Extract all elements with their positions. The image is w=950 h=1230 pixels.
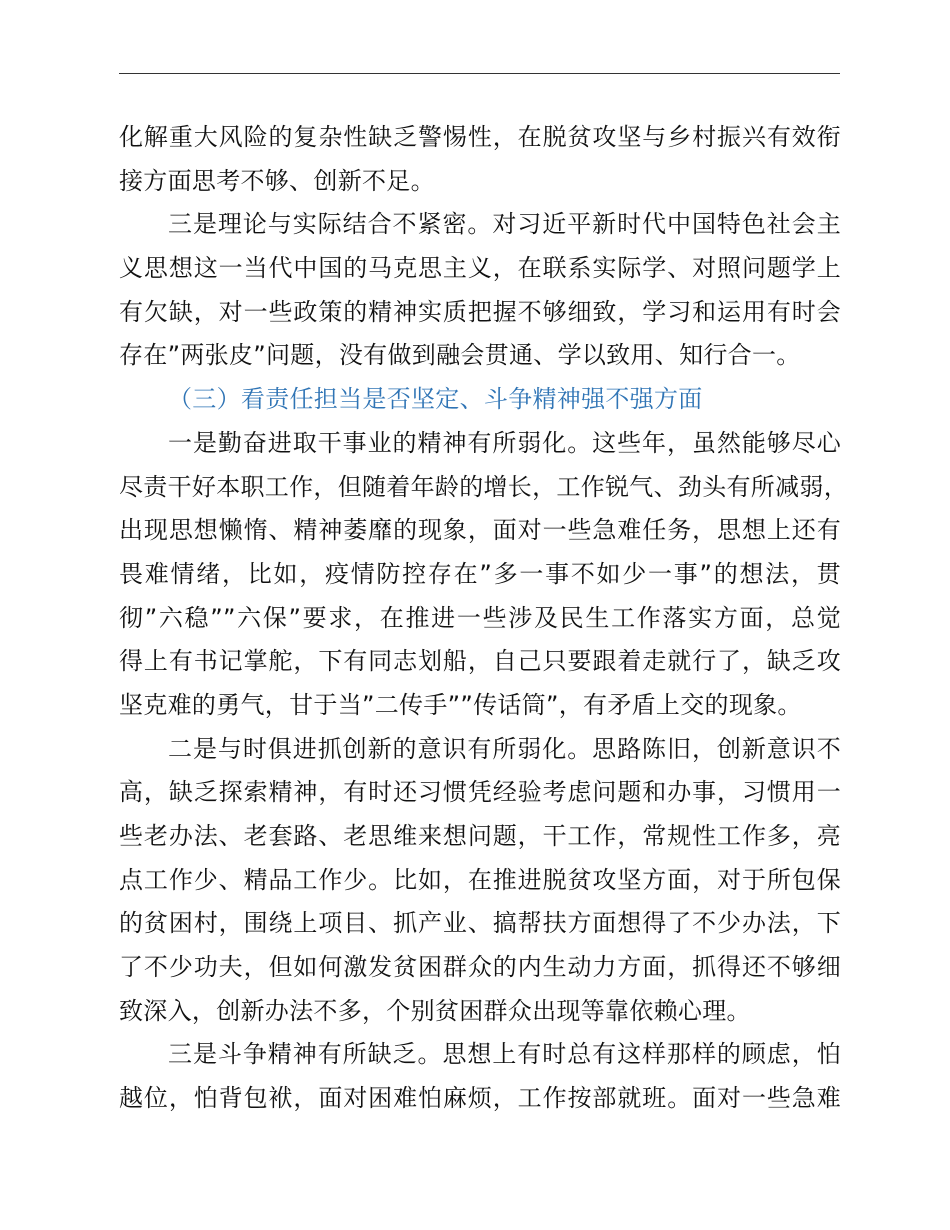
text-line: 彻”六稳””六保”要求，在推进一些涉及民生工作落实方面，总觉 (119, 603, 841, 632)
paragraph (119, 422, 848, 728)
text-line: 越位，怕背包袱，面对困难怕麻烦，工作按部就班。面对一些急难 (119, 1084, 841, 1113)
text-line: 了不少功夫，但如何激发贫困群众的内生动力方面，抓得还不够细 (119, 953, 841, 982)
paragraph (119, 1033, 841, 1120)
paragraph (119, 116, 841, 203)
document-body (119, 116, 848, 1121)
text-line: 存在”两张皮”问题，没有做到融会贯通、学以致用、知行合一。 (119, 341, 801, 370)
text-line: 的贫困村，围绕上项目、抓产业、搞帮扶方面想得了不少办法，下 (119, 909, 841, 938)
text-line: 畏难情绪，比如，疫情防控存在”多一事不如少一事”的想法，贯 (119, 559, 841, 588)
text-line: 出现思想懒惰、精神萎靡的现象，面对一些急难任务，思想上还有 (119, 516, 841, 545)
text-line: 三是理论与实际结合不紧密。对习近平新时代中国特色社会主 (168, 210, 841, 239)
text-line: 点工作少、精品工作少。比如，在推进脱贫攻坚方面，对于所包保 (119, 865, 841, 894)
text-line: 一是勤奋进取干事业的精神有所弱化。这些年，虽然能够尽心 (168, 428, 841, 457)
text-line: 致深入，创新办法不多，个别贫困群众出现等靠依赖心理。 (119, 996, 751, 1025)
text-line: 三是斗争精神有所缺乏。思想上有时总有这样那样的顾虑，怕 (168, 1040, 841, 1069)
paragraph (119, 728, 841, 1034)
text-line: 尽责干好本职工作，但随着年龄的增长，工作锐气、劲头有所减弱， (119, 472, 848, 501)
text-line: 坚克难的勇气，甘于当”二传手””传话筒”，有矛盾上交的现象。 (119, 690, 802, 719)
text-line: 接方面思考不够、创新不足。 (119, 166, 435, 195)
text-line: 些老办法、老套路、老思维来想问题，干工作，常规性工作多，亮 (119, 822, 841, 850)
text-line: 化解重大风险的复杂性缺乏警惕性，在脱贫攻坚与乡村振兴有效衔 (119, 123, 841, 151)
header-rule (119, 73, 840, 74)
text-line: 义思想这一当代中国的马克思主义，在联系实际学、对照问题学上 (119, 254, 841, 283)
text-line: 二是与时俱进抓创新的意识有所弱化。思路陈旧，创新意识不 (168, 734, 841, 763)
section-heading (119, 378, 841, 422)
text-line: 得上有书记掌舵，下有同志划船，自己只要跟着走就行了，缺乏攻 (119, 647, 841, 676)
section-heading-text: （三）看责任担当是否坚定、斗争精神强不强方面 (168, 385, 703, 414)
text-line: 高，缺乏探索精神，有时还习惯凭经验考虑问题和办事，习惯用一 (119, 778, 841, 807)
text-line: 有欠缺，对一些政策的精神实质把握不够细致，学习和运用有时会 (119, 297, 841, 326)
paragraph (119, 203, 841, 378)
